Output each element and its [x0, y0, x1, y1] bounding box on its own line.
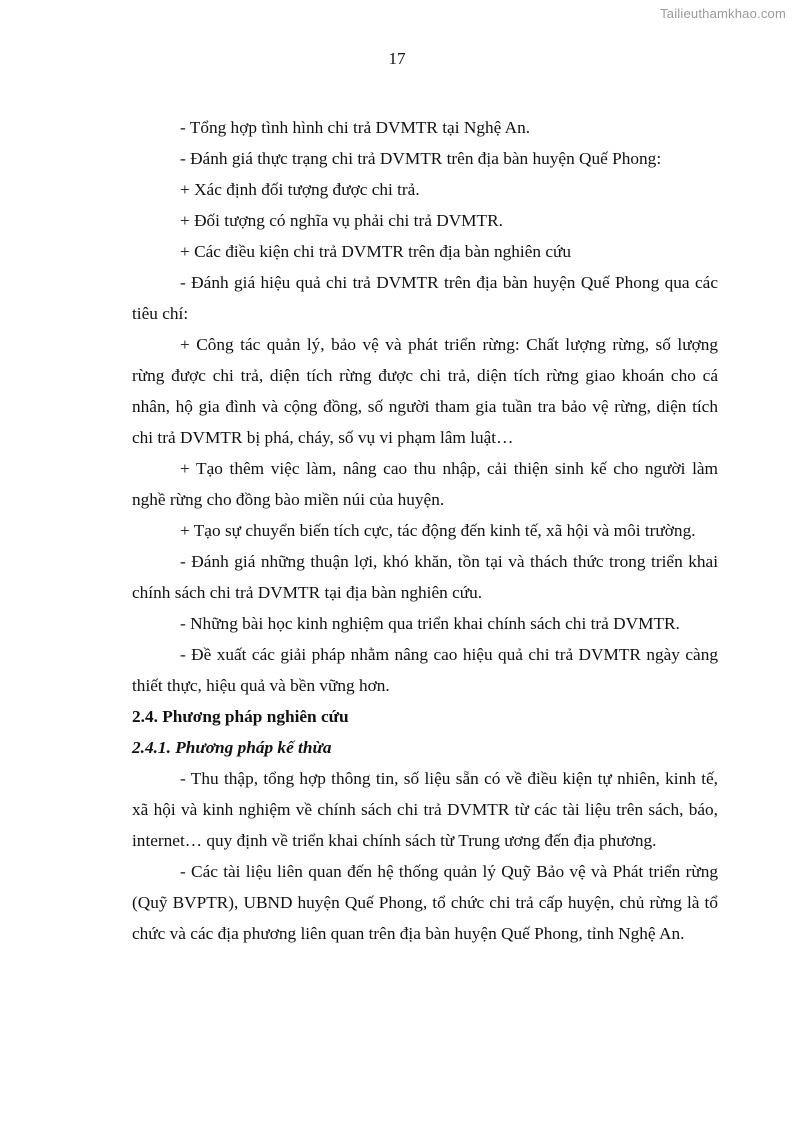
paragraph: + Tạo sự chuyển biến tích cực, tác động đến kinh tế, xã hội và môi trường.: [180, 521, 696, 540]
paragraph: - Đề xuất các giải pháp nhằm nâng cao hiệu quả chi trả DVMTR ngày càng thiết thực, hiệu quả và bền vững hơn.: [132, 645, 718, 695]
paragraph: - Đánh giá hiệu quả chi trả DVMTR trên địa bàn huyện Quế Phong qua các tiêu chí:: [132, 273, 718, 323]
paragraph: + Công tác quản lý, bảo vệ và phát triển rừng: Chất lượng rừng, số lượng rừng được chi trả, diện tích rừng được chi trả, diện tích rừng giao khoán cho cá nhân, hộ gia đình và cộng đồng, số người tham gia tuần tra bảo vệ rừng, diện tích chi trả DVMTR bị phá, cháy, số vụ vi phạm lâm luật…: [132, 335, 718, 447]
paragraph: + Tạo thêm việc làm, nâng cao thu nhập, cải thiện sinh kế cho người làm nghề rừng cho đồng bào miền núi của huyện.: [132, 459, 718, 509]
subsection-heading: 2.4.1. Phương pháp kế thừa: [132, 738, 332, 757]
paragraph: - Đánh giá thực trạng chi trả DVMTR trên địa bàn huyện Quế Phong:: [180, 149, 662, 168]
paragraph: - Các tài liệu liên quan đến hệ thống quản lý Quỹ Bảo vệ và Phát triển rừng (Quỹ BVPTR), UBND huyện Quế Phong, tổ chức chi trả cấp huyện, chủ rừng là tổ chức và các địa phương liên quan trên địa bàn huyện Quế Phong, tỉnh Nghệ An.: [132, 862, 718, 943]
paragraph: - Tổng hợp tình hình chi trả DVMTR tại Nghệ An.: [180, 118, 531, 137]
paragraph: - Những bài học kinh nghiệm qua triển khai chính sách chi trả DVMTR.: [180, 614, 680, 633]
paragraph: - Đánh giá những thuận lợi, khó khăn, tồn tại và thách thức trong triển khai chính sách chi trả DVMTR tại địa bàn nghiên cứu.: [132, 552, 718, 602]
paragraph: - Thu thập, tổng hợp thông tin, số liệu sẵn có về điều kiện tự nhiên, kinh tế, xã hội và kinh nghiệm về chính sách chi trả DVMTR từ các tài liệu trên sách, báo, internet… quy định về triển khai chính sách từ Trung ương đến địa phương.: [132, 769, 718, 850]
watermark: Tailieuthamkhao.com: [660, 6, 786, 21]
page-number: 17: [388, 49, 406, 68]
paragraph: + Các điều kiện chi trả DVMTR trên địa bàn nghiên cứu: [180, 242, 572, 261]
paragraph: + Đối tượng có nghĩa vụ phải chi trả DVMTR.: [180, 211, 503, 230]
section-heading: 2.4. Phương pháp nghiên cứu: [132, 707, 349, 726]
document-body: [132, 112, 718, 949]
paragraph: + Xác định đối tượng được chi trả.: [180, 180, 420, 199]
